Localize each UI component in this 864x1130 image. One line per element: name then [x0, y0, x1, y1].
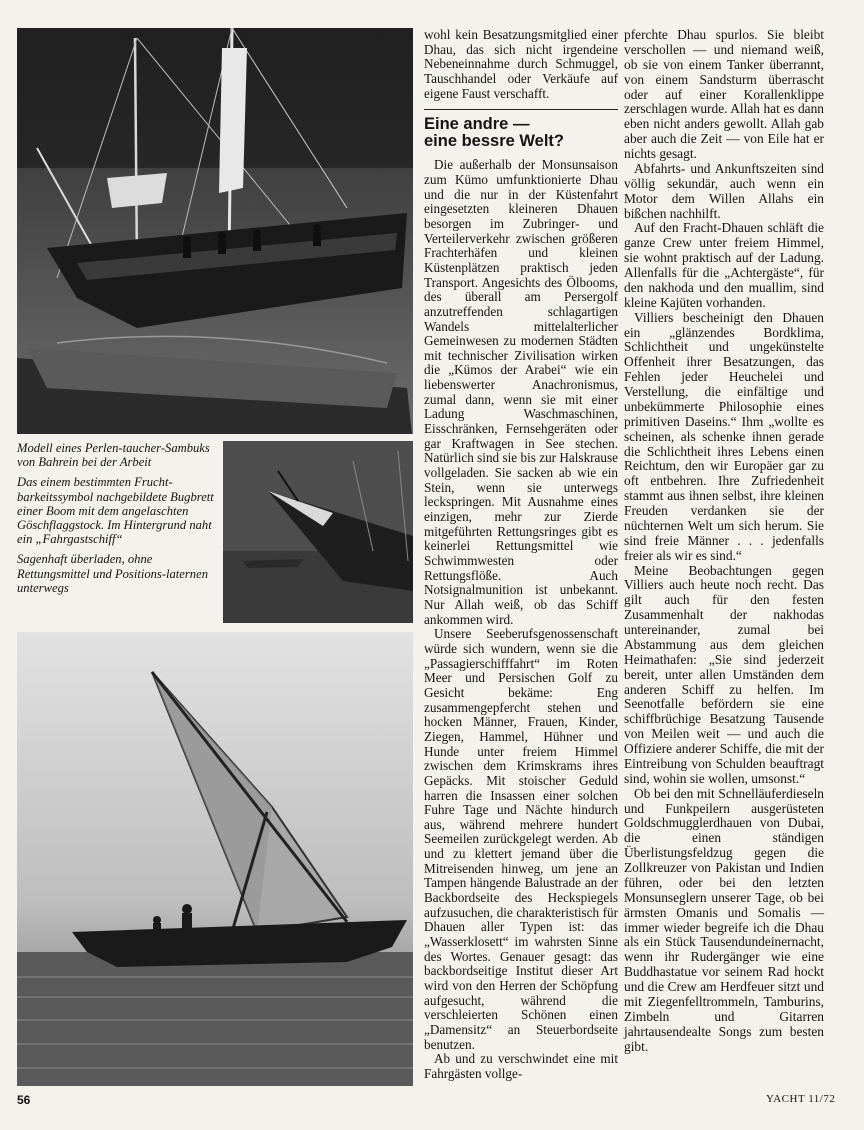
section-heading-line2: eine bessre Welt? — [424, 132, 565, 151]
body-paragraph: Abfahrts- und Ankunftszeiten sind völlig sekundär, auch wenn ein Motor dem Willen Allahs ein bißchen nachhilft. — [624, 160, 824, 221]
body-paragraph: wohl kein Besatzungsmitglied einer Dhau, das sich nicht irgendeine Nebeneinnahme durch Schmuggel, Tauschhandel oder Verkäufe auf eigene Faust verschafft. — [424, 27, 618, 101]
page-number: 56 — [17, 1093, 31, 1107]
caption-model: Modell eines Perlen-taucher-Sambuks von Bahrein bei der Arbeit — [17, 441, 210, 470]
article-column-2 — [424, 28, 618, 1082]
issue-label: YACHT 11/72 — [766, 1093, 836, 1105]
model-sambuk-photo — [17, 28, 413, 434]
body-paragraph: Ab und zu verschwindet eine mit Fahrgästen vollge- — [424, 1051, 618, 1081]
body-paragraph: Die außerhalb der Monsunsaison zum Kümo umfunktionierte Dhau und die nur in der Küstenfahrt eingesetzten kleineren Dhauen besorgen im Zubringer- und Verteilerverkehr zwischen größeren Frachterhäfen und kleinen Küstenplätzen praktisch jeden Transport. Angesichts des Ölbooms, des überall am Persergolf anzutreffenden schlagartigen Wandels mittelalterlicher Gemeinwesen zu modernen Städten mit technischer Zivilisation wirken die „Kümos der Arabei“ wie ein liebenswerter Anachronismus, zumal dann, wenn sie mit einer Ladung Waschmaschinen, Eisschränken, Fernsehgeräten oder gar Kraftwagen in See stechen. Natürlich sind sie bis zur Halskrause vollgeladen. Sie sacken ab wie ein Stein, wenn sie unterwegs leckspringen. Mit Ausnahme eines einzigen, mehr zur Zierde mitgeführten Rettungsringes gibt es keinerlei Rettungsmittel wie Schwimmwesten oder Rettungsflöße. Auch Notsignalmunition ist unbekannt. Nur Allah weiß, ob das Schiff ankommen wird. — [424, 157, 618, 627]
caption-bow: Das einem bestimmten Frucht-barkeitssymbol nachgebildete Bugbrett einer Boom mit dem angelaschten Göschflaggstock. Im Hintergrund naht ein „Fahrgastschiff“ — [17, 475, 214, 547]
article-column-3 — [624, 28, 824, 1054]
photo-captions — [17, 441, 217, 601]
sailing-dhau-photo — [17, 632, 413, 1086]
body-paragraph: Auf den Fracht-Dhauen schläft die ganze Crew unter freiem Himmel, sie wohnt praktisch auf der Ladung. Allenfalls für die „Achtergäste“, für den nakhoda und den muallim, sind kleine Kajüten vorhanden. — [624, 220, 824, 310]
section-heading — [424, 109, 618, 150]
body-paragraph: Ob bei den mit Schnelläuferdieseln und Funkpeilern ausgerüsteten Goldschmugglerdhauen von Dubai, die einen ständigen Überlistungsfeldzug gegen die Zollkreuzer von Pakistan und Indien führen, oder bei den letzten Monsunseglern unserer Tage, ob bei ärmsten Omanis und Somalis — immer wieder begreife ich die Dhau als ein Stück Tausendundeinernacht, wenn ihr Rudergänger wie eine Buddhastatue vor seinem Rad hockt und die Crew am Herdfeuer sitzt und mit Ziegenfelltrommeln, Tamburins, Zimbeln und Gitarren jahrtausendealte Songs zum besten gibt. — [624, 785, 824, 1054]
body-paragraph: pferchte Dhau spurlos. Sie bleibt verschollen — und niemand weiß, ob sie von einem Tanker überrannt, von einem Sandsturm überrascht oder auf einer Korallenklippe zerschlagen wurde. Allah hat es dann eben nicht anders gewollt. Allah gab aber auch die Zeit — von Eile hat er nichts gesagt. — [624, 27, 824, 161]
body-paragraph: Meine Beobachtungen gegen Villiers auch heute noch recht. Das gilt auch für den festen Zusammenhalt der nakhodas untereinander, zumal bei Abstammung aus dem gleichen Heimathafen: „Sie sind jederzeit bereit, unter allen Umständen dem anderen Schiff zu helfen. Im Seenotfalle befördern sie eine schiffbrüchige Besatzung Tausende von Meilen weit — und auch die Offiziere anderer Schiffe, die mit der Eintreibung von Schulden beauftragt sind, wohin sie wollen, umsonst.“ — [624, 562, 824, 786]
section-heading-line1: Eine andre — — [424, 115, 530, 134]
bow-boom-photo — [223, 441, 413, 623]
body-paragraph: Unsere Seeberufsgenossenschaft würde sich wundern, wenn sie die „Passagierschifffahrt“ im Roten Meer und Persischen Golf zu Gesicht bekäme: Eng zusammengepfercht stehen und hocken Männer, Frauen, Kinder, Ziegen, Hammel, Hühner und Hunde unter freiem Himmel zwischen dem Krimskrams ihres Gepäcks. Mit stoischer Geduld harren die Insassen einer solchen Fuhre Tage und Nächte hindurch aus, während mehrere hundert Seemeilen zurückgelegt werden. Ab und zu klettert jemand über die Mitreisenden hinweg, um jene an Tampen hängende Balustrade an der Backbordseite des Heckspiegels aufzusuchen, die charakteristisch für Dhauen aller Typen ist: das „Wasserklosett“ im wahrsten Sinne des Wortes. Genauer gesagt: das backbordseitige Institut dieser Art wird von den Herren der Schöpfung aufgesucht, während die verschleierten Schönen einen „Damensitz“ an Steuerbordseite benutzen. — [424, 626, 618, 1052]
body-paragraph: Villiers bescheinigt den Dhauen ein „glänzendes Bordklima, Schlichtheit und ungekünstelte Offenheit ihrer Besatzungen, das Fehlen jeder Heuchelei und Verstellung, die einfältige und unbekümmerte Philosophie eines primitiven Daseins.“ Ihm „wollte es scheinen, als schenke ihnen gerade die Schlichtheit ihres Lebens einen Reichtum, den wir Europäer gar zu oft entbehren. Ihre Zufriedenheit stammt aus ihnen selbst, ihre kleinen Freuden verdanken sie der nüchternen Welt um sich herum. Sie sind freie Männer . . . jedenfalls freier als wir es sind.“ — [624, 309, 824, 563]
caption-sailing: Sagenhaft überladen, ohne Rettungsmittel und Positions-laternen unterwegs — [17, 552, 208, 595]
sailing-dhau-image — [17, 632, 413, 1086]
bow-boom-image — [223, 441, 413, 623]
model-sambuk-image — [17, 28, 413, 434]
